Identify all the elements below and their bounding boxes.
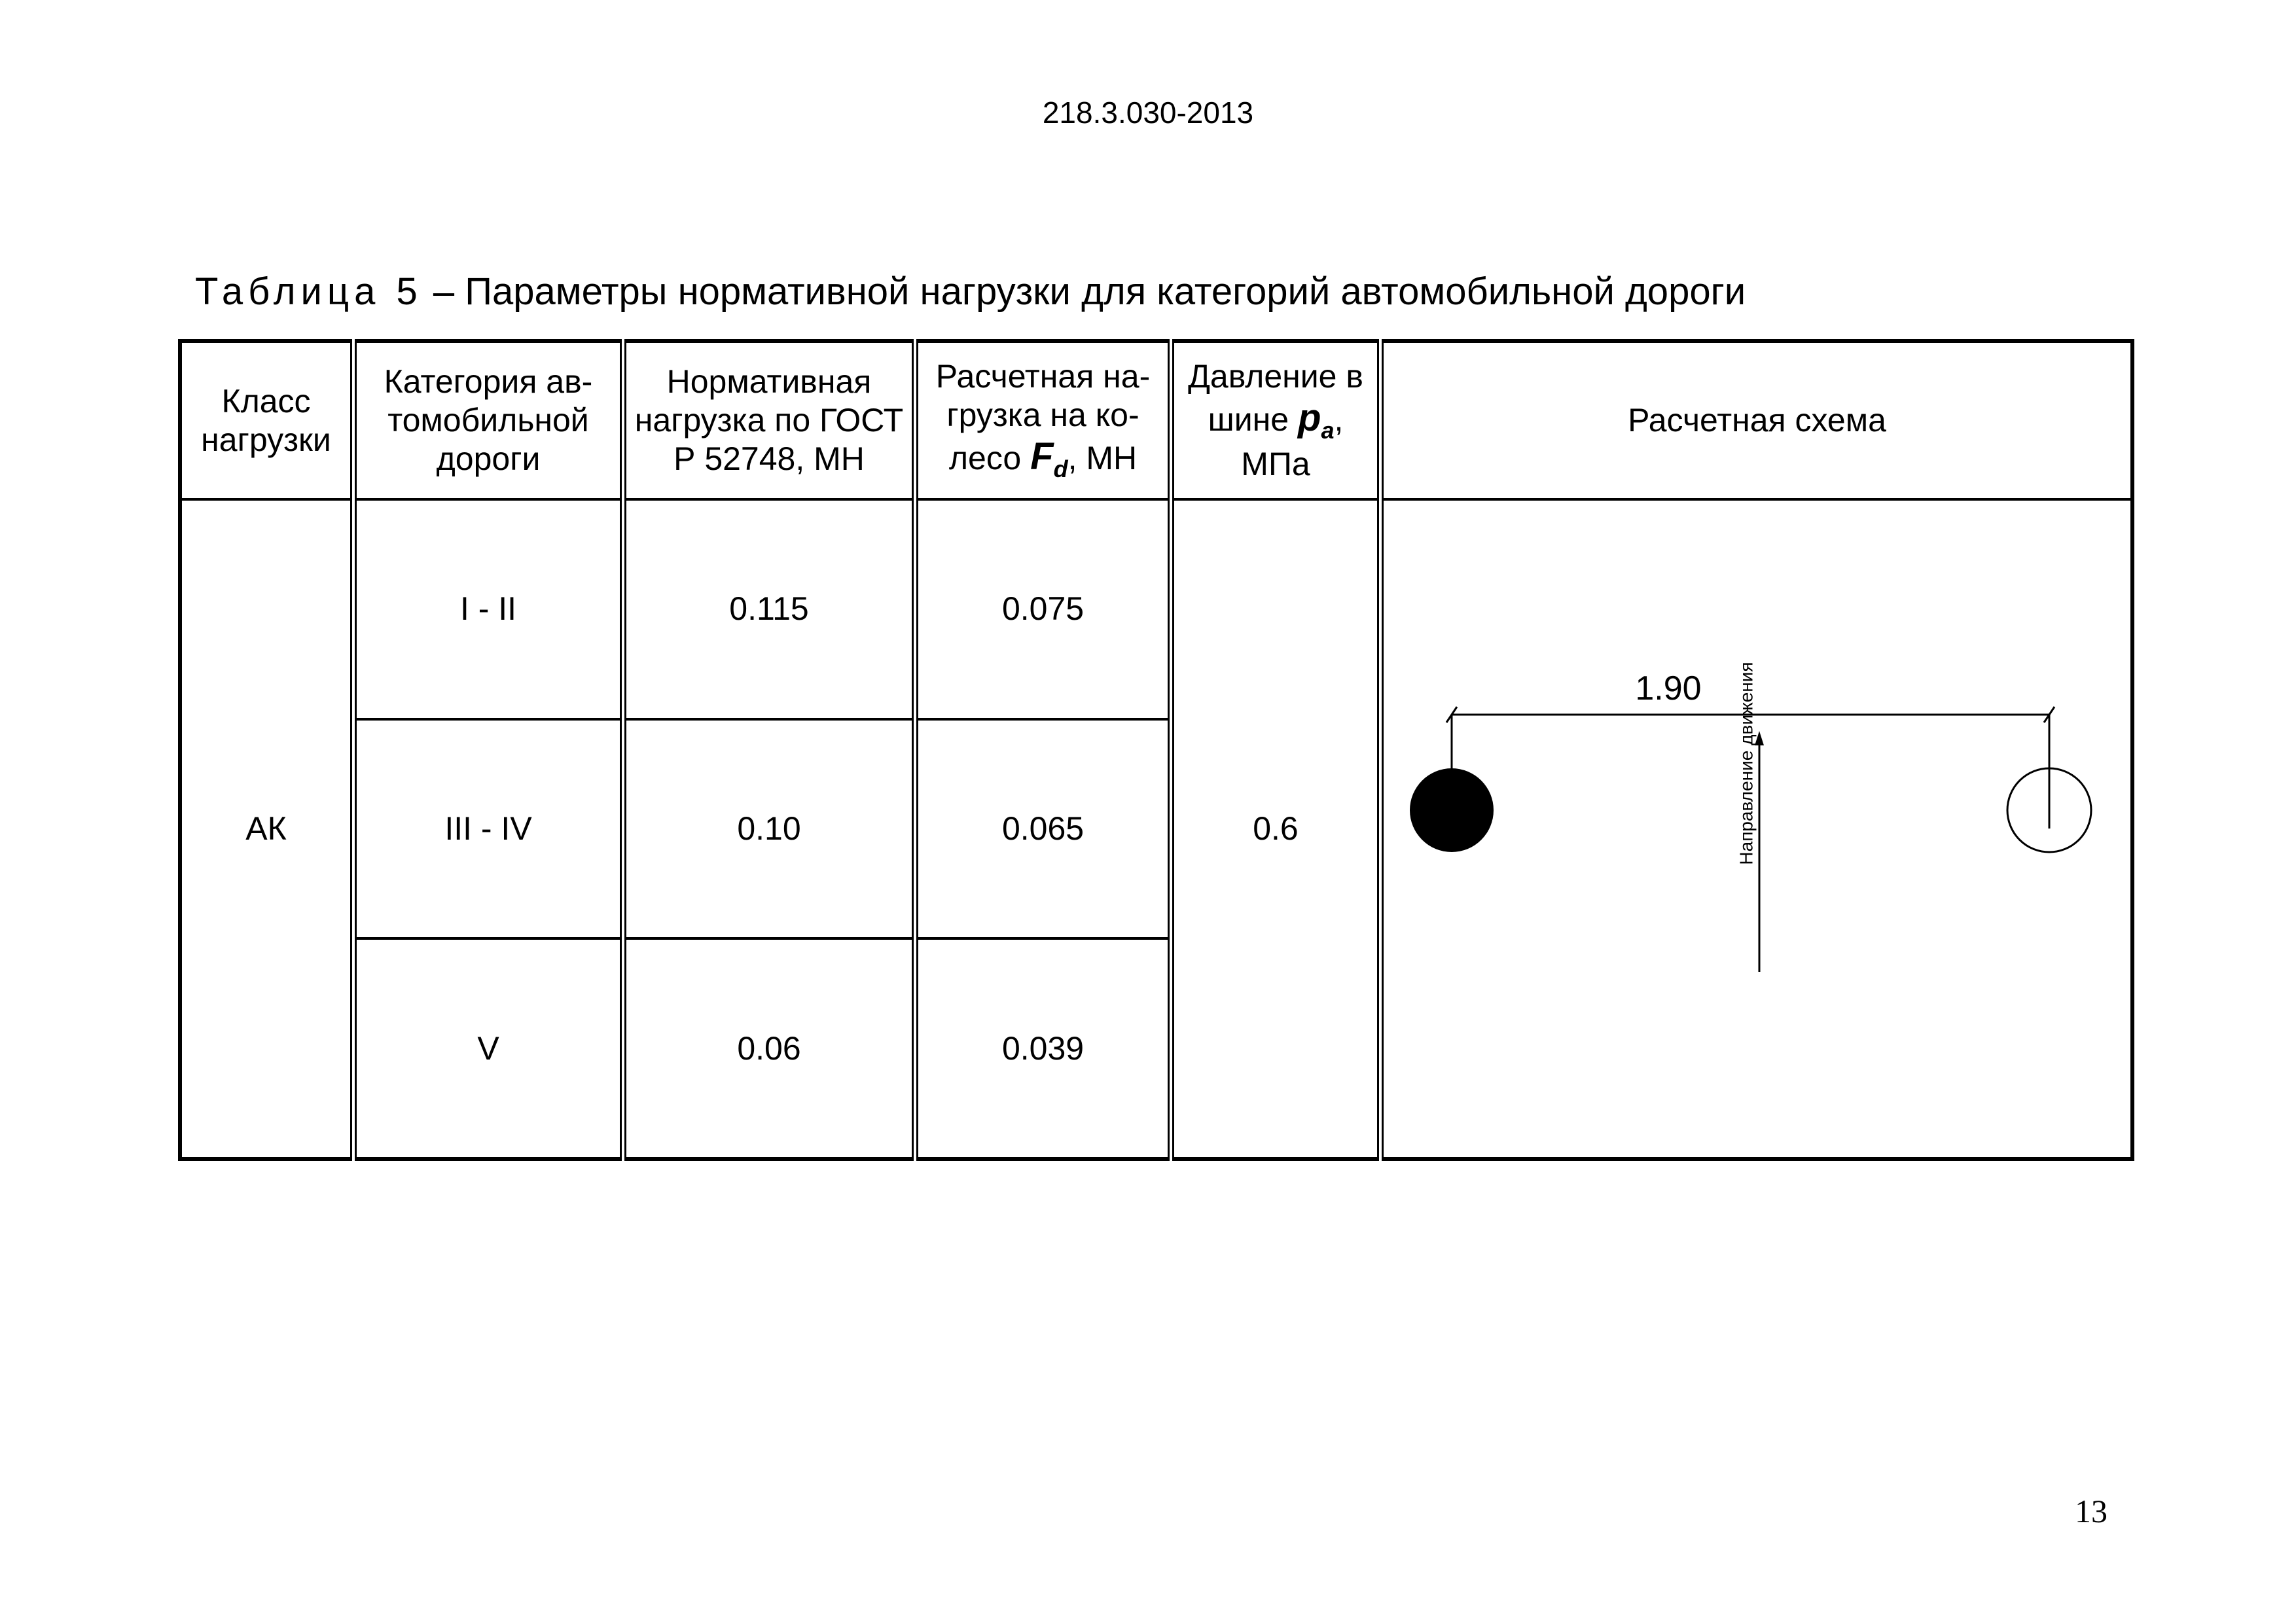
cell-category: V bbox=[353, 938, 623, 1159]
cell-scheme bbox=[1380, 499, 2132, 1159]
page-number: 13 bbox=[2075, 1493, 2108, 1529]
header-pressure-text: Давление в шине bbox=[1188, 358, 1363, 438]
cell-wheel-load: 0.075 bbox=[915, 499, 1171, 719]
header-wheel-load-unit: , МН bbox=[1067, 440, 1138, 477]
header-pressure-unit: , МПа bbox=[1241, 401, 1344, 482]
table-row bbox=[180, 499, 2132, 719]
cell-wheel-load: 0.065 bbox=[915, 719, 1171, 939]
cell-normative-load: 0.115 bbox=[623, 499, 915, 719]
header-tire-pressure bbox=[1171, 341, 1380, 499]
cell-category: I - II bbox=[353, 499, 623, 719]
table-caption bbox=[195, 270, 1746, 313]
header-road-category: Категория ав-томобильной дороги bbox=[353, 341, 623, 499]
header-wheel-load-text: Расчетная на-грузка на ко-лесо bbox=[935, 358, 1151, 477]
cell-wheel-load: 0.039 bbox=[915, 938, 1171, 1159]
wheel-load-subscript: d bbox=[1053, 455, 1068, 483]
cell-tire-pressure: 0.6 bbox=[1171, 499, 1380, 1159]
table-caption-label: Таблица 5 bbox=[195, 270, 423, 313]
load-scheme bbox=[1384, 501, 2130, 1157]
header-normative-load: Нормативная нагрузка по ГОСТ Р 52748, МН bbox=[623, 341, 915, 499]
cell-normative-load: 0.06 bbox=[623, 938, 915, 1159]
wheel-filled-icon bbox=[1410, 768, 1494, 852]
table-caption-text: – Параметры нормативной нагрузки для категорий автомобильной дороги bbox=[422, 270, 1746, 313]
pressure-symbol: p bbox=[1298, 397, 1321, 440]
cell-category: III - IV bbox=[353, 719, 623, 939]
pressure-subscript: a bbox=[1321, 417, 1335, 444]
load-scheme-drawing bbox=[1384, 501, 2136, 1157]
document-code: 218.3.030-2013 bbox=[1042, 96, 1254, 130]
dimension-value: 1.90 bbox=[1635, 669, 1702, 707]
header-load-class: Класс нагрузки bbox=[180, 341, 353, 499]
header-scheme: Расчетная схема bbox=[1380, 341, 2132, 499]
direction-label: Направление движения bbox=[1736, 662, 1757, 865]
table-header-row bbox=[180, 341, 2132, 499]
load-parameters-table bbox=[178, 339, 2134, 1161]
cell-normative-load: 0.10 bbox=[623, 719, 915, 939]
cell-load-class: АК bbox=[180, 499, 353, 1159]
header-wheel-load bbox=[915, 341, 1171, 499]
wheel-load-symbol: F bbox=[1030, 435, 1054, 478]
